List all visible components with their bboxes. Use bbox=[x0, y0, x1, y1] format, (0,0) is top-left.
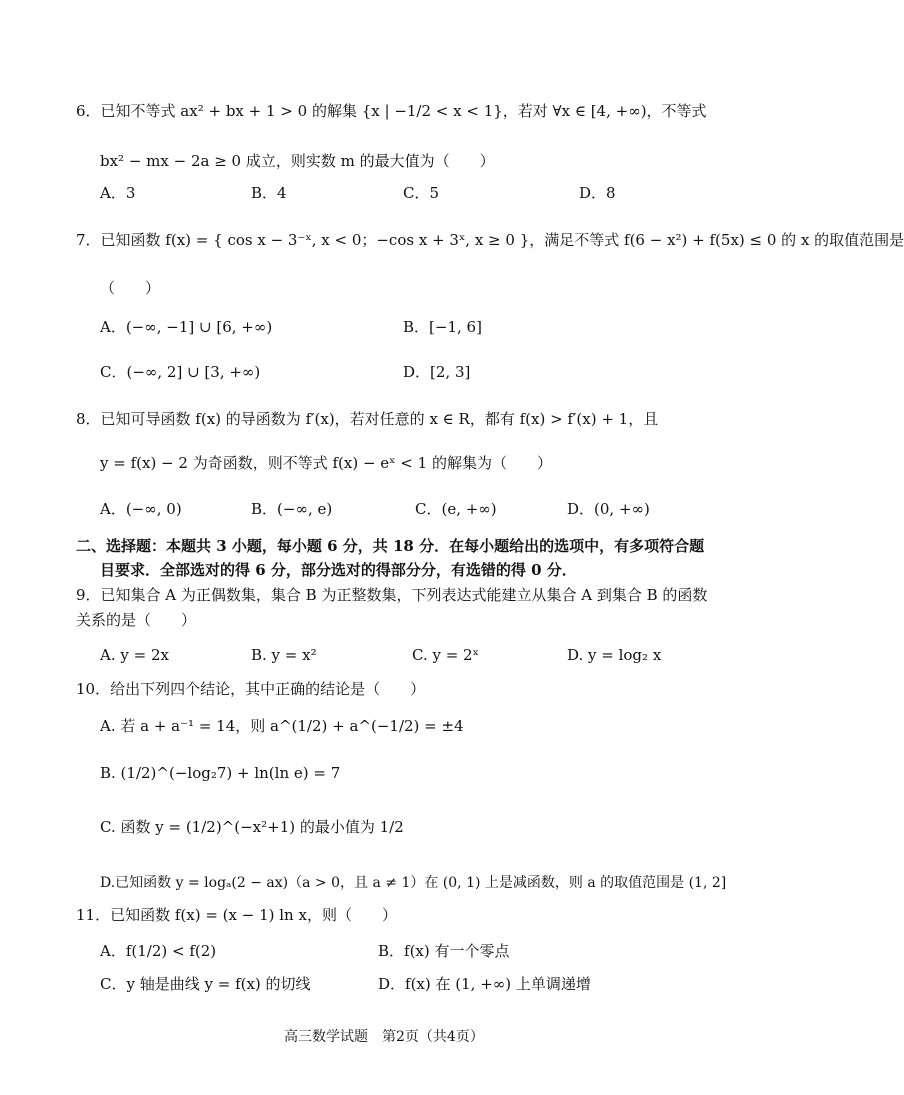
q8-stem-line1: 8．已知可导函数 f(x) 的导函数为 f′(x)，若对任意的 x ∈ R，都有 f(x) > f′(x) + 1，且 bbox=[76, 410, 659, 428]
q6-option-b: B．4 bbox=[251, 184, 287, 202]
q7-stem-line2: （ ） bbox=[100, 279, 161, 297]
page-footer: 高三数学试题 第2页（共4页） bbox=[284, 1029, 484, 1045]
section2-header-line2: 目要求．全部选对的得 6 分，部分选对的得部分分，有选错的得 0 分． bbox=[100, 561, 577, 579]
q9-stem-line2: 关系的是（ ） bbox=[76, 611, 197, 629]
q8-stem-line2: y = f(x) − 2 为奇函数，则不等式 f(x) − eˣ < 1 的解集为（ ） bbox=[100, 454, 552, 472]
q10-option-c: C. 函数 y = (1/2)^(−x²+1) 的最小值为 1/2 bbox=[100, 818, 404, 836]
q9-option-a: A. y = 2x bbox=[100, 646, 169, 664]
q9-option-b: B. y = x² bbox=[251, 646, 317, 664]
q6-stem-line1: 6．已知不等式 ax² + bx + 1 > 0 的解集 {x | −1/2 < x < 1}，若对 ∀x ∈ [4, +∞)，不等式 bbox=[76, 102, 707, 120]
q10-stem: 10．给出下列四个结论，其中正确的结论是（ ） bbox=[76, 680, 426, 698]
q7-option-a: A．(−∞, −1] ∪ [6, +∞) bbox=[100, 318, 273, 336]
q6-option-c: C．5 bbox=[403, 184, 440, 202]
q7-option-b: B．[−1, 6] bbox=[403, 318, 482, 336]
q6-option-d: D．8 bbox=[579, 184, 616, 202]
q11-option-c: C．y 轴是曲线 y = f(x) 的切线 bbox=[100, 975, 311, 993]
q11-option-a: A．f(1/2) < f(2) bbox=[100, 942, 217, 960]
q8-option-a: A．(−∞, 0) bbox=[100, 500, 182, 518]
q8-option-d: D．(0, +∞) bbox=[567, 500, 650, 518]
q10-option-d: D.已知函数 y = logₐ(2 − ax)（a > 0，且 a ≠ 1）在 (0, 1) 上是减函数，则 a 的取值范围是 (1, 2] bbox=[100, 875, 727, 891]
q10-option-a: A. 若 a + a⁻¹ = 14，则 a^(1/2) + a^(−1/2) = ±4 bbox=[100, 717, 464, 735]
q6-option-a: A．3 bbox=[100, 184, 136, 202]
section2-header-line1: 二、选择题：本题共 3 小题，每小题 6 分，共 18 分．在每小题给出的选项中，有多项符合题 bbox=[76, 537, 705, 555]
q9-option-d: D. y = log₂ x bbox=[567, 646, 662, 664]
q11-option-b: B．f(x) 有一个零点 bbox=[378, 942, 510, 960]
q7-stem-line1: 7．已知函数 f(x) = { cos x − 3⁻ˣ, x < 0；−cos x + 3ˣ, x ≥ 0 }，满足不等式 f(6 − x²) + f(5x) ≤ 0 的 x 的取值范围是 bbox=[76, 231, 904, 249]
q10-option-b: B. (1/2)^(−log₂7) + ln(ln e) = 7 bbox=[100, 764, 341, 782]
q11-stem: 11．已知函数 f(x) = (x − 1) ln x，则（ ） bbox=[76, 906, 397, 924]
q7-option-c: C．(−∞, 2] ∪ [3, +∞) bbox=[100, 363, 261, 381]
q9-option-c: C. y = 2ˣ bbox=[412, 646, 479, 664]
q8-option-c: C．(e, +∞) bbox=[415, 500, 497, 518]
q6-stem-line2: bx² − mx − 2a ≥ 0 成立，则实数 m 的最大值为（ ） bbox=[100, 152, 495, 170]
q7-option-d: D．[2, 3] bbox=[403, 363, 471, 381]
q11-option-d: D．f(x) 在 (1, +∞) 上单调递增 bbox=[378, 975, 591, 993]
q8-option-b: B．(−∞, e) bbox=[251, 500, 333, 518]
q9-stem-line1: 9．已知集合 A 为正偶数集，集合 B 为正整数集，下列表达式能建立从集合 A 到集合 B 的函数 bbox=[76, 586, 708, 604]
